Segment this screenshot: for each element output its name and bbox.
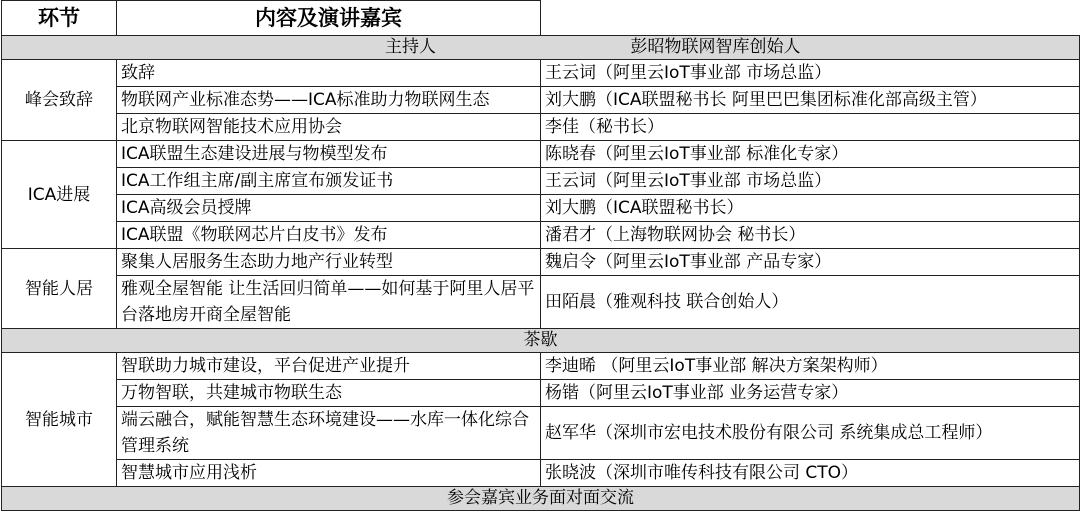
footer-row	[2, 487, 1080, 511]
section-label: 智能人居	[2, 249, 117, 329]
topic-cell: ICA高级会员授牌	[117, 195, 541, 222]
topic-cell: ICA联盟《物联网芯片白皮书》发布	[117, 222, 541, 249]
speaker-cell: 田陌晨（雅观科技 联合创始人）	[541, 276, 1080, 329]
speaker-cell: 陈晓春（阿里云IoT事业部 标准化专家）	[541, 141, 1080, 168]
break-row	[2, 329, 1080, 353]
table-row	[2, 460, 1080, 487]
table-row	[2, 141, 1080, 168]
speaker-cell: 刘大鹏（ICA联盟秘书长）	[541, 195, 1080, 222]
speaker-cell: 李佳（秘书长）	[541, 114, 1080, 141]
break-label: 茶歇	[2, 329, 1080, 353]
topic-cell: 端云融合，赋能智慧生态环境建设——水库一体化综合管理系统	[117, 407, 541, 460]
table-row	[2, 353, 1080, 380]
topic-cell: 物联网产业标准态势——ICA标准助力物联网生态	[117, 87, 541, 114]
table-row	[2, 60, 1080, 87]
table-row	[2, 276, 1080, 329]
topic-cell: 智联助力城市建设，平台促进产业提升	[117, 353, 541, 380]
speaker-cell: 魏启令（阿里云IoT事业部 产品专家）	[541, 249, 1080, 276]
topic-cell: 雅观全屋智能 让生活回归简单——如何基于阿里人居平台落地房开商全屋智能	[117, 276, 541, 329]
speaker-cell: 杨锴（阿里云IoT事业部 业务运营专家）	[541, 380, 1080, 407]
topic-cell: 致辞	[117, 60, 541, 87]
speaker-cell: 李迪晞 （阿里云IoT事业部 解决方案架构师）	[541, 353, 1080, 380]
table-row	[2, 222, 1080, 249]
topic-cell: 智慧城市应用浅析	[117, 460, 541, 487]
topic-cell: 北京物联网智能技术应用协会	[117, 114, 541, 141]
agenda-table	[1, 0, 1080, 511]
header-content: 内容及演讲嘉宾	[117, 1, 541, 36]
table-row	[2, 249, 1080, 276]
host-row	[2, 36, 1080, 60]
topic-cell: 万物智联，共建城市物联生态	[117, 380, 541, 407]
header-stage: 环节	[2, 1, 117, 36]
table-row	[2, 87, 1080, 114]
table-row	[2, 114, 1080, 141]
speaker-cell: 王云词（阿里云IoT事业部 市场总监）	[541, 60, 1080, 87]
speaker-cell: 刘大鹏（ICA联盟秘书长 阿里巴巴集团标准化部高级主管）	[541, 87, 1080, 114]
topic-cell: 聚集人居服务生态助力地产行业转型	[117, 249, 541, 276]
table-row	[2, 195, 1080, 222]
table-row	[2, 380, 1080, 407]
speaker-cell: 赵军华（深圳市宏电技术股份有限公司 系统集成总工程师）	[541, 407, 1080, 460]
section-label: ICA进展	[2, 141, 117, 249]
host-label: 主持人	[385, 37, 436, 57]
host-value: 彭昭物联网智库创始人	[630, 37, 801, 57]
topic-cell: ICA工作组主席/副主席宣布颁发证书	[117, 168, 541, 195]
table-row	[2, 407, 1080, 460]
section-label: 峰会致辞	[2, 60, 117, 141]
speaker-cell: 王云词（阿里云IoT事业部 市场总监）	[541, 168, 1080, 195]
speaker-cell: 张晓波（深圳市唯传科技有限公司 CTO）	[541, 460, 1080, 487]
speaker-cell: 潘君才（上海物联网协会 秘书长）	[541, 222, 1080, 249]
footer-label: 参会嘉宾业务面对面交流	[2, 487, 1080, 511]
section-label: 智能城市	[2, 353, 117, 487]
topic-cell: ICA联盟生态建设进展与物模型发布	[117, 141, 541, 168]
table-row	[2, 168, 1080, 195]
